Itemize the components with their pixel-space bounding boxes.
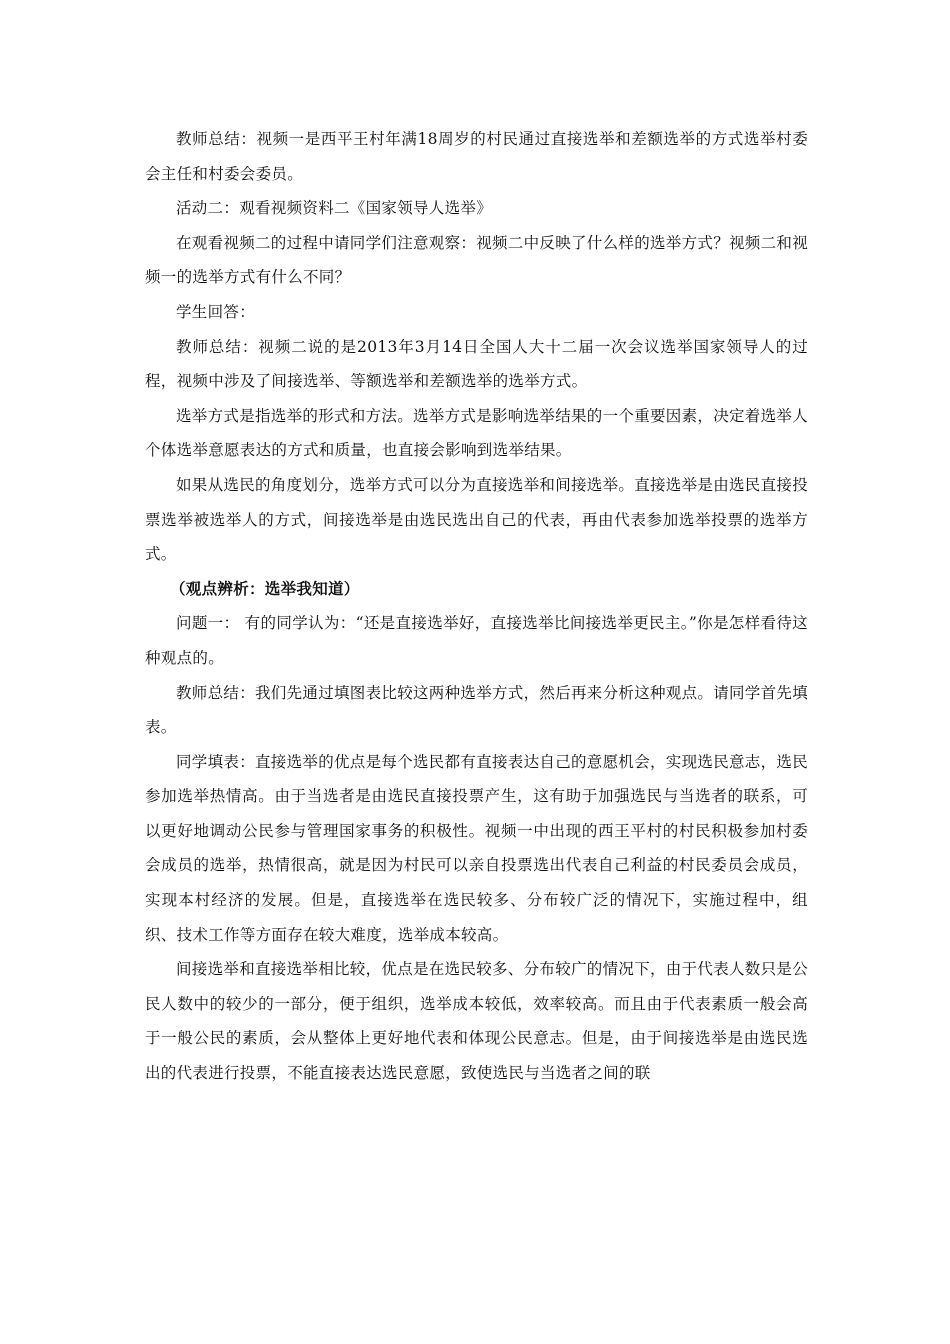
paragraph-direct-indirect-election: 如果从选民的角度划分，选举方式可以分为直接选举和间接选举。直接选举是由选民直接投票选举被选举人的方式，间接选举是由选民选出自己的代表，再由代表参加选举投票的选举方式。: [145, 475, 809, 564]
paragraph-teacher-summary-video-two: 教师总结：视频二说的是2013年3月14日全国人大十二届一次会议选举国家领导人的过程，视频中涉及了间接选举、等额选举和差额选举的选举方式。: [145, 337, 808, 391]
paragraph-election-method-definition: 选举方式是指选举的形式和方法。选举方式是影响选举结果的一个重要因素，决定着选举人个体选举意愿表达的方式和质量，也直接会影响到选举结果。: [145, 406, 809, 460]
paragraph-student-table-direct: 同学填表：直接选举的优点是每个选民都有直接表达自己的意愿机会，实现选民意志，选民参加选举热情高。由于当选者是由选民直接投票产生，这有助于加强选民与当选者的联系，可以更好地调动公民参与管理国家事务的积极性。视频一中出现的西王平村的村民积极参加村委会成员的选举，热情很高，就是因为村民可以亲自投票选出代表自己利益的村民委员会成员，实现本村经济的发展。但是，直接选举在选民较多、分布较广泛的情况下，实施过程中，组织、技术工作等方面存在较大难度，选举成本较高。: [145, 752, 809, 944]
paragraph-teacher-summary-table: 教师总结：我们先通过填图表比较这两种选举方式，然后再来分析这种观点。请同学首先填表。: [145, 683, 809, 737]
paragraph-student-answer: 学生回答：: [176, 302, 256, 321]
paragraph-activity-two: 活动二：观看视频资料二《国家领导人选举》: [176, 199, 493, 218]
document-page: [145, 122, 808, 1091]
paragraph-observation-question: 在观看视频二的过程中请同学们注意观察：视频二中反映了什么样的选举方式？视频二和视频一的选举方式有什么不同？: [145, 233, 809, 287]
paragraph-indirect-election-comparison: 间接选举和直接选举相比较，优点是在选民较多、分布较广的情况下，由于代表人数只是公民人数中的较少的一部分，便于组织，选举成本较低，效率较高。而且由于代表素质一般会高于一般公民的素质，会从整体上更好地代表和体现公民意志。但是，由于间接选举是由选民选出的代表进行投票，不能直接表达选民意愿，致使选民与当选者之间的联: [145, 960, 809, 1083]
paragraph-teacher-summary-video-one: 教师总结：视频一是西平王村年满18周岁的村民通过直接选举和差额选举的方式选举村委会主任和村委会委员。: [145, 130, 808, 183]
section-heading-viewpoint-analysis: （观点辨析：选举我知道）: [170, 578, 360, 598]
paragraph-question-one: 问题一： 有的同学认为：“还是直接选举好，直接选举比间接选举更民主。”你是怎样看待这种观点的。: [145, 614, 808, 667]
